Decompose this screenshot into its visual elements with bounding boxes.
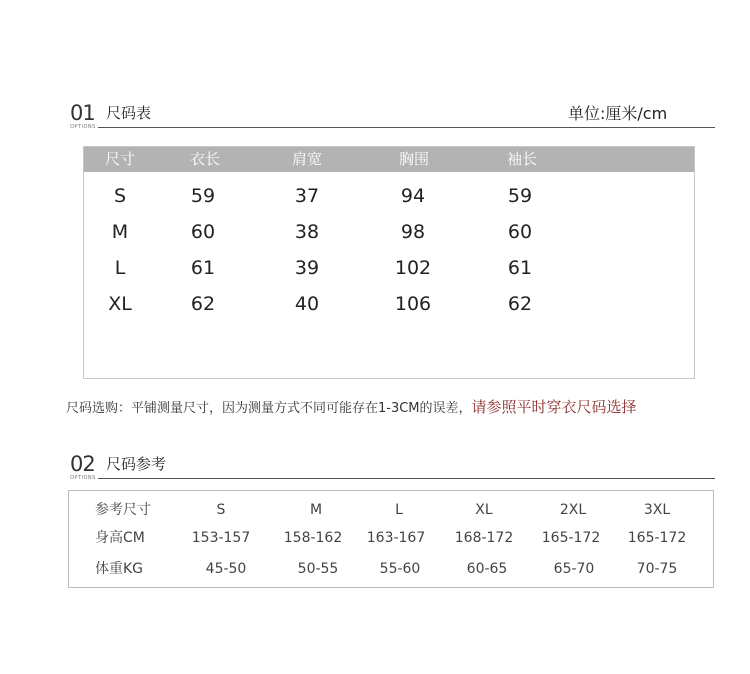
reference-row-label: 身高CM — [95, 530, 145, 546]
reference-cell: 65-70 — [553, 561, 595, 577]
size-table-header — [84, 147, 694, 172]
size-table-cell: S — [113, 185, 127, 207]
section-options-label: OPTIONS — [70, 475, 96, 481]
reference-cell: 165-172 — [541, 530, 601, 546]
size-note-highlight: 请参照平时穿衣尺码选择 — [471, 398, 637, 416]
section-title-size-chart: 尺码表 — [106, 104, 152, 122]
reference-cell: 50-55 — [297, 561, 339, 577]
reference-cell: 60-65 — [466, 561, 508, 577]
size-table-cell: 62 — [507, 293, 533, 315]
reference-cell: 163-167 — [366, 530, 426, 546]
reference-size-header: L — [395, 502, 403, 518]
size-table-cell: 102 — [394, 257, 432, 279]
size-table-cell: 39 — [294, 257, 320, 279]
section-number-01: 01 — [70, 101, 95, 125]
size-table-cell: 61 — [507, 257, 533, 279]
section2-divider — [98, 478, 715, 479]
size-table-cell: 60 — [507, 221, 533, 243]
section1-divider — [98, 127, 715, 128]
section-number-02: 02 — [70, 452, 95, 476]
size-table-header-cell: 胸围 — [398, 150, 430, 168]
size-table-cell: 40 — [294, 293, 320, 315]
reference-size-header: XL — [475, 502, 493, 518]
size-table-cell: 62 — [190, 293, 216, 315]
reference-size-header: M — [309, 502, 323, 518]
size-table-header-cell: 衣长 — [189, 150, 221, 168]
size-table-cell: L — [114, 257, 126, 279]
size-table-cell: 37 — [294, 185, 320, 207]
reference-cell: 168-172 — [454, 530, 514, 546]
reference-size-header: 2XL — [559, 502, 587, 518]
size-table-cell: 59 — [190, 185, 216, 207]
reference-cell: 165-172 — [627, 530, 687, 546]
section-options-label: OPTIONS — [70, 124, 96, 130]
size-table-cell: 59 — [507, 185, 533, 207]
reference-header-label: 参考尺寸 — [95, 502, 151, 518]
size-table-cell: 60 — [190, 221, 216, 243]
section-title-size-reference: 尺码参考 — [106, 455, 167, 473]
size-table — [83, 146, 695, 379]
reference-cell: 70-75 — [636, 561, 678, 577]
size-table-cell: 94 — [400, 185, 426, 207]
size-table-cell: 106 — [394, 293, 432, 315]
size-table-cell: 38 — [294, 221, 320, 243]
size-table-cell: 61 — [190, 257, 216, 279]
size-table-header-cell: 肩宽 — [291, 150, 323, 168]
reference-cell: 158-162 — [283, 530, 343, 546]
reference-size-header: 3XL — [643, 502, 671, 518]
size-table-header-cell: 尺寸 — [104, 150, 136, 168]
reference-row-label: 体重KG — [95, 561, 144, 577]
reference-cell: 153-157 — [191, 530, 251, 546]
reference-size-header: S — [216, 502, 226, 518]
size-note-text: 尺码选购：平铺测量尺寸，因为测量方式不同可能存在1-3CM的误差， — [66, 401, 472, 416]
size-note — [66, 400, 637, 415]
size-table-cell: M — [111, 221, 129, 243]
unit-label: 单位:厘米/cm — [568, 104, 668, 123]
reference-cell: 45-50 — [205, 561, 247, 577]
reference-cell: 55-60 — [379, 561, 421, 577]
size-table-cell: 98 — [400, 221, 426, 243]
size-table-cell: XL — [108, 293, 132, 315]
size-table-header-cell: 袖长 — [506, 150, 538, 168]
